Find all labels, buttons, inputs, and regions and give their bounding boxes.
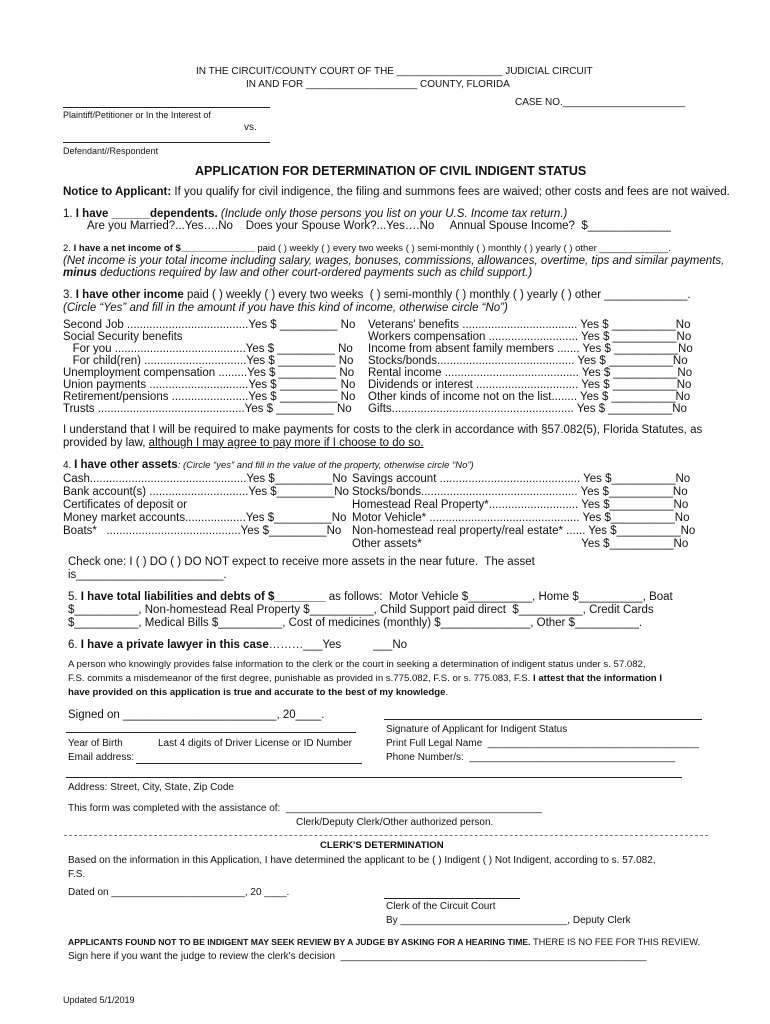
asset-row-left[interactable]: Bank account(s) ...............................Yes $_________No: [63, 486, 349, 498]
asset-row-right[interactable]: Non-homestead real property/real estate* ...... Yes $__________No: [352, 525, 696, 537]
income-row-left[interactable]: Unemployment compensation .........Yes $ _________ No: [63, 367, 355, 379]
section-3: [63, 289, 691, 301]
email-line[interactable]: [136, 763, 362, 764]
asset-row-left[interactable]: Boats* ..........................................Yes $_________No: [63, 525, 342, 537]
net-income-note-2-text: deductions required by law and other court-ordered payments such as child support.): [96, 267, 533, 279]
vs-label: vs.: [244, 122, 257, 133]
email-label: Email address:: [68, 752, 135, 763]
section-1: [63, 208, 567, 220]
asset-row-left: Certificates of deposit or: [63, 499, 188, 511]
deputy-clerk-field[interactable]: By ______________________________, Deputy Clerk: [386, 915, 631, 926]
attestation-end: .: [445, 687, 449, 698]
other-income-frequency[interactable]: paid ( ) weekly ( ) every two weeks ( ) semi-monthly ( ) monthly ( ) yearly ( ) other _____________.: [183, 289, 691, 301]
income-row-left[interactable]: Retirement/pensions ........................Yes $ _________ No: [63, 391, 356, 403]
assistance-field[interactable]: This form was completed with the assistance of: ______________________________________________: [68, 803, 542, 814]
income-row-left[interactable]: Trusts ..............................................Yes $ _________ No: [63, 403, 352, 415]
net-income-field[interactable]: I have a net income of $______________: [73, 243, 255, 254]
signed-on-field[interactable]: Signed on ________________________, 20____.: [68, 709, 325, 721]
net-income-note-2: [63, 267, 532, 279]
other-assets-note: : (Circle “yes” and fill in the value of the property, otherwise circle “No”): [177, 460, 474, 471]
section-divider: [64, 835, 708, 836]
asset-row-right[interactable]: Savings account ............................................ Yes $__________No: [352, 473, 691, 485]
s5-number: 5.: [68, 591, 81, 603]
liabilities-total-field[interactable]: I have total liabilities and debts of $________: [80, 591, 326, 603]
other-income-label: I have other income: [75, 289, 184, 301]
understanding-underlined: although I may agree to pay more if I choose to do so.: [148, 437, 424, 449]
income-row-right[interactable]: Veterans' benefits .................................... Yes $ __________No: [368, 319, 691, 331]
clerk-of-court-label: Clerk of the Circuit Court: [386, 901, 496, 912]
review-notice-text: THERE IS NO FEE FOR THIS REVIEW.: [530, 937, 701, 947]
case-number[interactable]: CASE NO.______________________: [515, 97, 686, 108]
clerk-signature-line[interactable]: [384, 898, 520, 899]
attestation-line-1: A person who knowingly provides false information to the clerk or the court in seeking a determination of indigent status under s. 57.082,: [68, 659, 646, 670]
income-row-right[interactable]: Gifts......................................................... Yes $ __________No: [368, 403, 687, 415]
signature-label: Signature of Applicant for Indigent Status: [386, 724, 568, 735]
notice-label: Notice to Applicant:: [63, 186, 172, 198]
other-income-note: (Circle “Yes” and fill in the amount if you have this kind of income, otherwise circle “No”): [63, 302, 508, 314]
attestation-bold-1: I attest that the information I: [533, 673, 663, 684]
minus-word: minus: [63, 267, 97, 279]
section-5: [68, 591, 673, 603]
asset-row-right[interactable]: Homestead Real Property*............................ Yes $__________No: [352, 499, 689, 511]
defendant-label: Defendant//Respondent: [63, 146, 159, 156]
review-notice: [68, 937, 700, 947]
payment-understanding-2: [63, 437, 424, 449]
court-line-2: IN AND FOR ____________________ COUNTY, FLORIDA: [246, 79, 510, 90]
income-row-right[interactable]: Rental income .......................................... Yes $ __________No: [368, 367, 693, 379]
income-row-left[interactable]: For you .........................................Yes $ _________ No: [63, 343, 353, 355]
address-label: Address: Street, City, State, Zip Code: [68, 782, 234, 793]
income-row-left[interactable]: Second Job ......................................Yes $ _________ No: [63, 319, 356, 331]
year-of-birth-label: Year of Birth: [68, 738, 123, 749]
section-2: [63, 243, 671, 254]
liabilities-line-2[interactable]: $__________, Non-homestead Real Property $__________, Child Support paid direct $__________, Credit Cards: [68, 604, 654, 616]
section-4: [63, 459, 474, 471]
section-6: [68, 639, 407, 651]
phone-field[interactable]: Phone Number/s: _____________________________________: [386, 752, 676, 763]
s1-number: 1.: [63, 208, 76, 220]
attestation-text: F.S. commits a misdemeanor of the first degree, punishable as provided in s.775.082, F.S. or s. 775.083, F.S.: [68, 673, 534, 684]
s6-number: 6.: [68, 639, 81, 651]
income-row-left: Social Security benefits: [63, 331, 183, 343]
liabilities-line-3[interactable]: $__________, Medical Bills $__________, Cost of medicines (monthly) $______________, Other $__________.: [68, 617, 643, 629]
attestation-line-3: [68, 687, 448, 698]
income-row-left[interactable]: For child(ren) ................................Yes $ _________ No: [63, 355, 354, 367]
private-lawyer-options[interactable]: ………___Yes ___No: [268, 639, 408, 651]
license-label: Last 4 digits of Driver License or ID Number: [158, 738, 352, 749]
plaintiff-label: Plaintiff/Petitioner or In the Interest of: [63, 110, 211, 120]
plaintiff-line[interactable]: [63, 107, 270, 108]
future-assets-field[interactable]: is_______________________.: [68, 569, 227, 581]
court-line-1: IN THE CIRCUIT/COUNTY COURT OF THE ___________________ JUDICIAL CIRCUIT: [196, 66, 593, 77]
private-lawyer-label: I have a private lawyer in this case: [80, 639, 269, 651]
attestation-bold-2: have provided on this application is true and accurate to the best of my knowledge: [68, 687, 446, 698]
payment-understanding-1: I understand that I will be required to make payments for costs to the clerk in accordance with §57.082(5), Florida Statutes, as: [63, 424, 703, 436]
notice: [63, 186, 730, 198]
income-row-right[interactable]: Dividends or interest ................................ Yes $ __________No: [368, 379, 692, 391]
dependents-field[interactable]: I have ______dependents.: [75, 208, 218, 220]
asset-row-right[interactable]: Stocks/bonds................................................. Yes $__________No: [352, 486, 688, 498]
future-assets-check[interactable]: Check one: I ( ) DO ( ) DO NOT expect to receive more assets in the near future. The asset: [68, 556, 535, 568]
income-row-right[interactable]: Stocks/bonds........................................... Yes $ __________No: [368, 355, 688, 367]
understanding-text: provided by law,: [63, 437, 149, 449]
applicant-signature-line[interactable]: [384, 719, 702, 720]
clerk-heading: CLERK'S DETERMINATION: [320, 840, 444, 851]
asset-row-right[interactable]: Other assets* Yes $__________No: [352, 538, 689, 550]
liabilities-line-1[interactable]: as follows: Motor Vehicle $__________, Home $__________, Boat: [325, 591, 673, 603]
birth-license-line[interactable]: [66, 732, 356, 733]
clerk-other-label: Clerk/Deputy Clerk/Other authorized person.: [296, 817, 494, 828]
form-title: APPLICATION FOR DETERMINATION OF CIVIL INDIGENT STATUS: [195, 164, 587, 178]
s2-number: 2.: [63, 243, 74, 254]
attestation-line-2: [68, 673, 662, 684]
asset-row-right[interactable]: Motor Vehicle* ............................................... Yes $__________No: [352, 512, 690, 524]
notice-text: If you qualify for civil indigence, the filing and summons fees are waived; other costs and fees are not waived.: [171, 186, 730, 198]
asset-row-left[interactable]: Money market accounts...................Yes $_________No: [63, 512, 347, 524]
address-line[interactable]: [66, 777, 682, 778]
s3-number: 3.: [63, 289, 76, 301]
income-row-right[interactable]: Other kinds of income not on the list........ Yes $ __________No: [368, 391, 691, 403]
spouse-line[interactable]: Are you Married?...Yes….No Does your Spouse Work?...Yes….No Annual Spouse Income? $_____________: [87, 220, 671, 232]
judge-review-signature[interactable]: Sign here if you want the judge to review the clerk's decision _______________________________________________________: [68, 951, 647, 962]
clerk-determination-line-2: F.S.: [68, 869, 86, 880]
income-row-right[interactable]: Workers compensation ............................ Yes $ __________No: [368, 331, 692, 343]
asset-row-left[interactable]: Cash.................................................Yes $_________No: [63, 473, 348, 485]
income-row-right[interactable]: Income from absent family members ....... Yes $ __________No: [368, 343, 693, 355]
print-name-field[interactable]: Print Full Legal Name ______________________________________: [386, 738, 700, 749]
review-notice-bold: APPLICANTS FOUND NOT TO BE INDIGENT MAY SEEK REVIEW BY A JUDGE BY ASKING FOR A HEARING TIME.: [68, 937, 531, 947]
other-assets-label: I have other assets: [74, 459, 178, 471]
s1-note: (Include only those persons you list on your U.S. Income tax return.): [217, 208, 568, 220]
net-income-note-1: (Net income is your total income including salary, wages, bonuses, commissions, allowances, overtime, tips and similar payments,: [63, 255, 725, 267]
clerk-determination-line-1[interactable]: Based on the information in this Application, I have determined the applicant to be ( ) Indigent ( ) Not Indigent, according to s. 57.082,: [68, 855, 656, 866]
dated-on-field[interactable]: Dated on ________________________, 20 ____.: [68, 887, 290, 898]
net-income-frequency[interactable]: paid ( ) weekly ( ) every two weeks ( ) semi-monthly ( ) monthly ( ) yearly ( ) other _____________.: [254, 243, 671, 254]
s4-number: 4.: [63, 460, 75, 471]
income-row-left[interactable]: Union payments ...............................Yes $ _________ No: [63, 379, 356, 391]
defendant-line[interactable]: [63, 142, 270, 143]
updated-date: Updated 5/1/2019: [63, 995, 135, 1005]
